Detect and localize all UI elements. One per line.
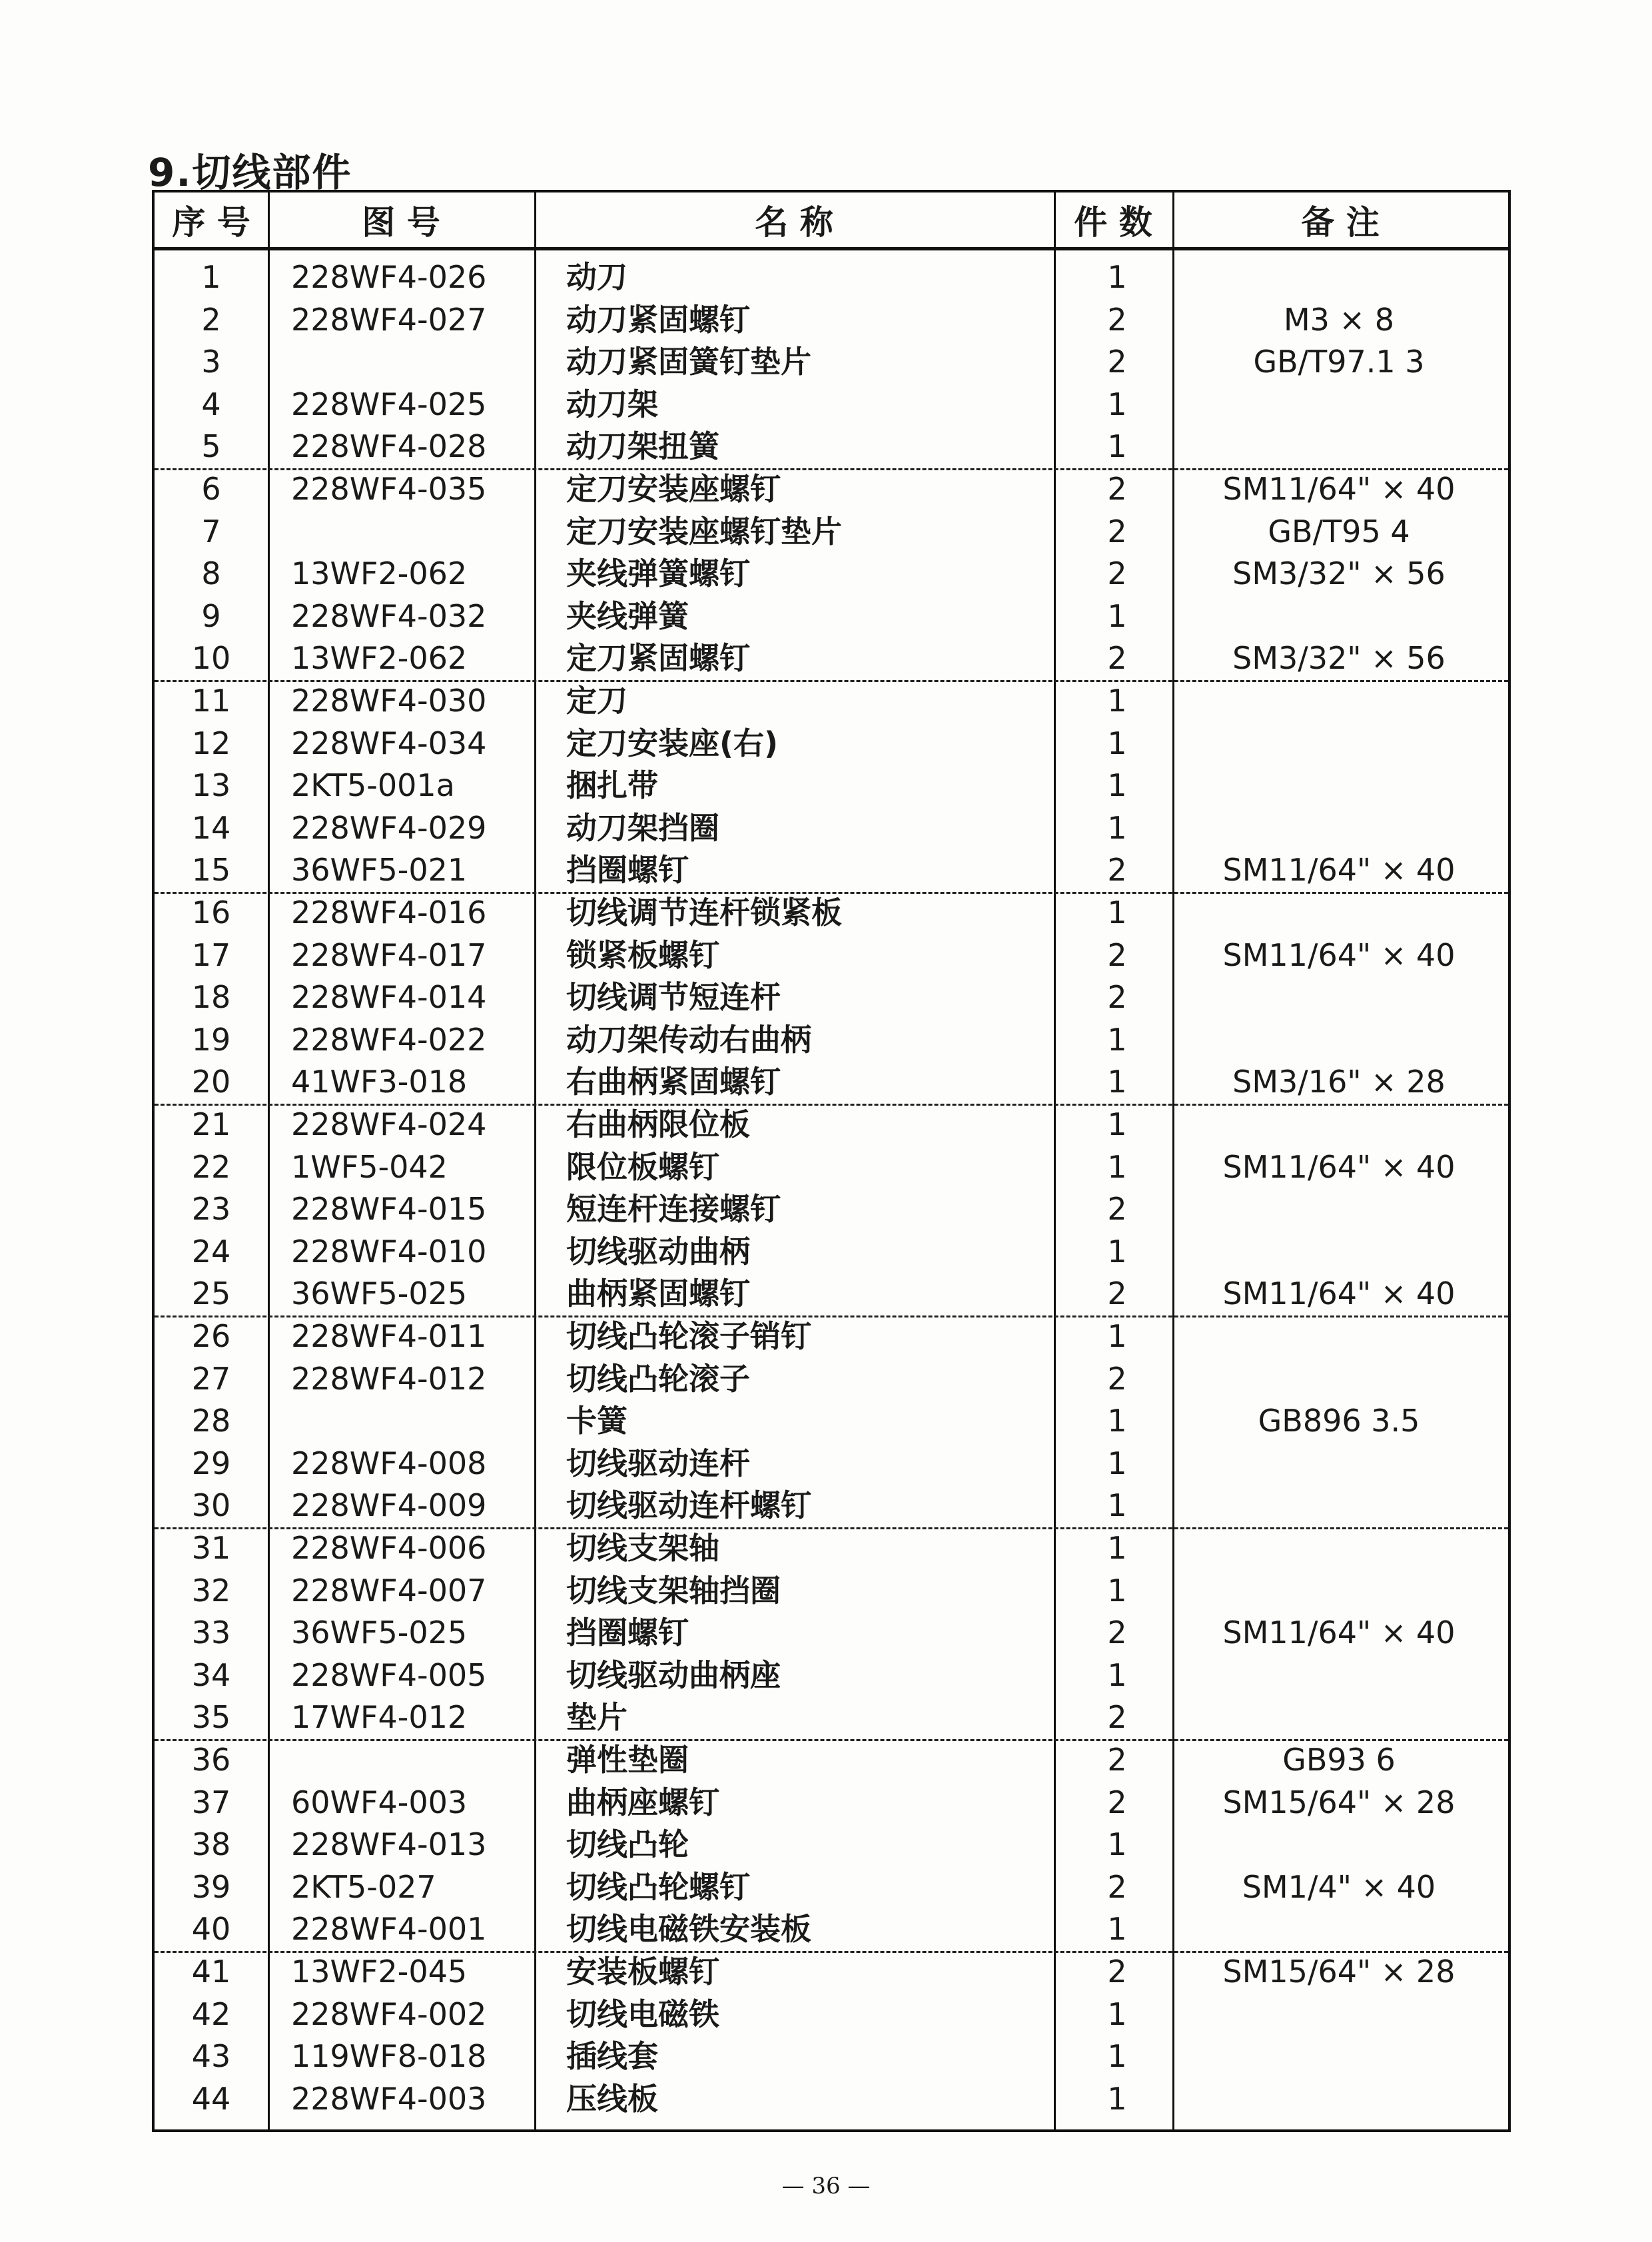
remark: SM3/32" × 56 — [1232, 640, 1446, 677]
quantity: 1 — [1107, 2080, 1127, 2117]
table-row — [155, 1570, 1508, 1613]
quantity: 2 — [1107, 1699, 1127, 1736]
header-quantity: 件 数 — [1074, 203, 1152, 242]
part-name: 曲柄座螺钉 — [566, 1784, 719, 1820]
quantity: 1 — [1107, 597, 1127, 634]
remark: SM15/64" × 28 — [1222, 1784, 1455, 1820]
table-row — [155, 384, 1508, 426]
table-row — [155, 1104, 1508, 1146]
part-number: 36WF5-025 — [291, 1276, 468, 1312]
part-name: 垫片 — [566, 1699, 627, 1736]
row-number: 22 — [191, 1148, 231, 1185]
quantity: 1 — [1107, 1826, 1127, 1863]
part-name: 切线驱动曲柄 — [566, 1233, 750, 1270]
part-number: 36WF5-025 — [291, 1615, 468, 1651]
remark: SM11/64" × 40 — [1222, 852, 1455, 889]
part-number: 228WF4-034 — [291, 725, 487, 761]
row-number: 16 — [191, 895, 231, 931]
part-name: 切线凸轮螺钉 — [566, 1868, 750, 1905]
table-row — [155, 1188, 1508, 1231]
row-number: 3 — [201, 344, 221, 380]
part-name: 切线凸轮滚子 — [566, 1360, 750, 1397]
part-name: 夹线弹簧螺钉 — [566, 556, 750, 592]
quantity: 1 — [1107, 1572, 1127, 1609]
row-number: 37 — [191, 1784, 231, 1820]
table-row — [155, 934, 1508, 977]
part-name: 定刀安装座(右) — [566, 725, 779, 761]
part-name: 切线电磁铁安装板 — [566, 1911, 811, 1948]
part-number: 228WF4-003 — [291, 2080, 487, 2117]
row-number: 43 — [191, 2038, 231, 2075]
part-number: 119WF8-018 — [291, 2038, 487, 2075]
part-number: 228WF4-009 — [291, 1487, 487, 1524]
part-number: 36WF5-021 — [291, 852, 468, 889]
part-name: 定刀安装座螺钉垫片 — [566, 513, 842, 550]
row-number: 14 — [191, 809, 231, 846]
part-name: 限位板螺钉 — [566, 1148, 719, 1185]
table-row — [155, 2078, 1508, 2121]
row-number: 23 — [191, 1191, 231, 1228]
table-row — [155, 595, 1508, 638]
row-number: 25 — [191, 1276, 231, 1312]
row-number: 41 — [191, 1954, 231, 1990]
part-name: 动刀架传动右曲柄 — [566, 1021, 811, 1058]
row-number: 7 — [201, 513, 221, 550]
part-name: 短连杆连接螺钉 — [566, 1191, 781, 1228]
quantity: 2 — [1107, 301, 1127, 338]
part-number: 228WF4-001 — [291, 1911, 487, 1948]
quantity: 2 — [1107, 852, 1127, 889]
quantity: 1 — [1107, 1996, 1127, 2032]
row-number: 40 — [191, 1911, 231, 1948]
row-number: 18 — [191, 979, 231, 1016]
row-number: 31 — [191, 1530, 231, 1566]
quantity: 1 — [1107, 1487, 1127, 1524]
table-row — [155, 1951, 1508, 1994]
table-row — [155, 1485, 1508, 1529]
row-number: 20 — [191, 1064, 231, 1100]
quantity: 1 — [1107, 428, 1127, 465]
row-number: 15 — [191, 852, 231, 889]
table-row — [155, 1994, 1508, 2036]
part-number: 17WF4-012 — [291, 1699, 468, 1736]
row-number: 9 — [201, 597, 221, 634]
quantity: 2 — [1107, 640, 1127, 677]
part-name: 定刀紧固螺钉 — [566, 640, 750, 677]
row-number: 4 — [201, 386, 221, 422]
part-name: 切线支架轴挡圈 — [566, 1572, 781, 1609]
row-number: 12 — [191, 725, 231, 761]
table-row — [155, 1824, 1508, 1866]
row-number: 26 — [191, 1318, 231, 1354]
row-number: 13 — [191, 767, 231, 804]
part-number: 13WF2-062 — [291, 640, 468, 677]
table-row — [155, 341, 1508, 384]
part-number: 2KT5-027 — [291, 1868, 436, 1905]
part-name: 锁紧板螺钉 — [566, 936, 719, 973]
header-no: 序 号 — [172, 203, 250, 242]
row-number: 39 — [191, 1868, 231, 1905]
table-row — [155, 1527, 1508, 1570]
part-number: 228WF4-015 — [291, 1191, 487, 1228]
part-name: 挡圈螺钉 — [566, 852, 689, 889]
quantity: 1 — [1107, 1233, 1127, 1270]
table-row — [155, 256, 1508, 299]
row-number: 30 — [191, 1487, 231, 1524]
part-number: 13WF2-045 — [291, 1954, 468, 1990]
part-number: 228WF4-027 — [291, 301, 487, 338]
remark: GB896 3.5 — [1258, 1403, 1420, 1439]
row-number: 32 — [191, 1572, 231, 1609]
quantity: 1 — [1107, 725, 1127, 761]
part-name: 切线驱动连杆 — [566, 1445, 750, 1481]
quantity: 2 — [1107, 344, 1127, 380]
row-number: 44 — [191, 2080, 231, 2117]
quantity: 1 — [1107, 1318, 1127, 1354]
table-row — [155, 976, 1508, 1019]
row-number: 33 — [191, 1615, 231, 1651]
part-name: 切线凸轮滚子销钉 — [566, 1318, 811, 1354]
quantity: 2 — [1107, 936, 1127, 973]
quantity: 1 — [1107, 2038, 1127, 2075]
part-number: 228WF4-028 — [291, 428, 487, 465]
part-number: 2KT5-001a — [291, 767, 455, 804]
part-number: 228WF4-010 — [291, 1233, 487, 1270]
row-number: 38 — [191, 1826, 231, 1863]
row-number: 17 — [191, 936, 231, 973]
quantity: 1 — [1107, 1148, 1127, 1185]
row-number: 19 — [191, 1021, 231, 1058]
table-row — [155, 1782, 1508, 1824]
table-row — [155, 892, 1508, 934]
quantity: 1 — [1107, 259, 1127, 295]
table-row — [155, 765, 1508, 807]
part-number: 228WF4-008 — [291, 1445, 487, 1481]
quantity: 2 — [1107, 1360, 1127, 1397]
quantity: 1 — [1107, 1403, 1127, 1439]
table-row — [155, 299, 1508, 342]
remark: SM3/32" × 56 — [1232, 556, 1446, 592]
quantity: 1 — [1107, 809, 1127, 846]
quantity: 2 — [1107, 1954, 1127, 1990]
part-name: 压线板 — [566, 2080, 658, 2117]
table-row — [155, 1612, 1508, 1655]
quantity: 1 — [1107, 767, 1127, 804]
quantity: 2 — [1107, 471, 1127, 507]
table-row — [155, 511, 1508, 554]
part-name: 动刀紧固簧钉垫片 — [566, 344, 811, 380]
quantity: 2 — [1107, 513, 1127, 550]
part-number: 228WF4-024 — [291, 1106, 487, 1142]
part-name: 动刀架挡圈 — [566, 809, 719, 846]
header-name: 名 称 — [755, 203, 833, 242]
part-name: 动刀架扭簧 — [566, 428, 719, 465]
table-row — [155, 1696, 1508, 1741]
part-number: 228WF4-029 — [291, 809, 487, 846]
quantity: 1 — [1107, 1021, 1127, 1058]
part-name: 定刀 — [566, 683, 627, 719]
part-name: 卡簧 — [566, 1403, 627, 1439]
part-number: 228WF4-032 — [291, 597, 487, 634]
quantity: 2 — [1107, 1868, 1127, 1905]
quantity: 2 — [1107, 979, 1127, 1016]
remark: GB/T97.1 3 — [1253, 344, 1425, 380]
part-name: 安装板螺钉 — [566, 1954, 719, 1990]
remark: SM3/16" × 28 — [1232, 1064, 1446, 1100]
remark: GB93 6 — [1282, 1742, 1396, 1778]
page-number: — 36 — — [781, 2173, 871, 2199]
quantity: 1 — [1107, 895, 1127, 931]
quantity: 2 — [1107, 1615, 1127, 1651]
row-number: 10 — [191, 640, 231, 677]
quantity: 2 — [1107, 1784, 1127, 1820]
part-name: 挡圈螺钉 — [566, 1615, 689, 1651]
table-row — [155, 553, 1508, 595]
row-number: 36 — [191, 1742, 231, 1778]
part-number: 228WF4-006 — [291, 1530, 487, 1566]
table-row — [155, 1358, 1508, 1401]
table-row — [155, 1231, 1508, 1274]
quantity: 1 — [1107, 386, 1127, 422]
row-number: 28 — [191, 1403, 231, 1439]
remark: SM11/64" × 40 — [1222, 1148, 1455, 1185]
quantity: 1 — [1107, 1657, 1127, 1693]
table-row — [155, 849, 1508, 894]
part-name: 切线电磁铁 — [566, 1996, 719, 2032]
part-number: 41WF3-018 — [291, 1064, 468, 1100]
table-row — [155, 1866, 1508, 1909]
part-name: 切线调节短连杆 — [566, 979, 781, 1016]
table-row — [155, 1019, 1508, 1062]
quantity: 1 — [1107, 683, 1127, 719]
table-row — [155, 426, 1508, 470]
table-row — [155, 723, 1508, 765]
table-row — [155, 680, 1508, 723]
part-name: 切线调节连杆锁紧板 — [566, 895, 842, 931]
quantity: 1 — [1107, 1911, 1127, 1948]
table-row — [155, 1273, 1508, 1317]
row-number: 35 — [191, 1699, 231, 1736]
part-number: 228WF4-030 — [291, 683, 487, 719]
table-row — [155, 1400, 1508, 1443]
header-remark: 备 注 — [1301, 203, 1380, 242]
row-number: 2 — [201, 301, 221, 338]
row-number: 24 — [191, 1233, 231, 1270]
remark: GB/T95 4 — [1268, 513, 1410, 550]
parts-table — [152, 190, 1511, 2132]
table-row — [155, 1315, 1508, 1358]
part-number: 228WF4-002 — [291, 1996, 487, 2032]
part-name: 捆扎带 — [566, 767, 658, 804]
part-number: 228WF4-026 — [291, 259, 487, 295]
row-number: 8 — [201, 556, 221, 592]
table-row — [155, 1739, 1508, 1782]
remark: SM1/4" × 40 — [1242, 1868, 1436, 1905]
table-row — [155, 2036, 1508, 2078]
row-number: 6 — [201, 471, 221, 507]
part-number: 13WF2-062 — [291, 556, 468, 592]
row-number: 1 — [201, 259, 221, 295]
part-name: 动刀紧固螺钉 — [566, 301, 750, 338]
remark: SM15/64" × 28 — [1222, 1954, 1455, 1990]
quantity: 1 — [1107, 1064, 1127, 1100]
header-divider — [155, 247, 1508, 250]
quantity: 1 — [1107, 1530, 1127, 1566]
part-name: 切线支架轴 — [566, 1530, 719, 1566]
part-number: 228WF4-013 — [291, 1826, 487, 1863]
part-name: 切线凸轮 — [566, 1826, 689, 1863]
quantity: 2 — [1107, 556, 1127, 592]
part-number: 228WF4-035 — [291, 471, 487, 507]
row-number: 34 — [191, 1657, 231, 1693]
part-number: 60WF4-003 — [291, 1784, 468, 1820]
table-row — [155, 1146, 1508, 1189]
part-name: 切线驱动曲柄座 — [566, 1657, 781, 1693]
table-row — [155, 468, 1508, 511]
remark: SM11/64" × 40 — [1222, 1276, 1455, 1312]
row-number: 27 — [191, 1360, 231, 1397]
part-number: 228WF4-007 — [291, 1572, 487, 1609]
part-number: 228WF4-025 — [291, 386, 487, 422]
part-name: 动刀 — [566, 259, 627, 295]
remark: SM11/64" × 40 — [1222, 936, 1455, 973]
table-row — [155, 1908, 1508, 1953]
quantity: 2 — [1107, 1191, 1127, 1228]
part-number: 1WF5-042 — [291, 1148, 448, 1185]
remark: SM11/64" × 40 — [1222, 1615, 1455, 1651]
quantity: 1 — [1107, 1106, 1127, 1142]
part-number: 228WF4-022 — [291, 1021, 487, 1058]
part-number: 228WF4-005 — [291, 1657, 487, 1693]
table-row — [155, 1655, 1508, 1697]
part-name: 曲柄紧固螺钉 — [566, 1276, 750, 1312]
quantity: 2 — [1107, 1742, 1127, 1778]
part-number: 228WF4-017 — [291, 936, 487, 973]
row-number: 5 — [201, 428, 221, 465]
row-number: 42 — [191, 1996, 231, 2032]
row-number: 21 — [191, 1106, 231, 1142]
section-title: 9.切线部件 — [148, 150, 352, 195]
table-row — [155, 1443, 1508, 1485]
part-name: 右曲柄限位板 — [566, 1106, 750, 1142]
part-name: 动刀架 — [566, 386, 658, 422]
part-name: 插线套 — [566, 2038, 658, 2075]
table-row — [155, 637, 1508, 682]
table-row — [155, 1061, 1508, 1106]
part-number: 228WF4-011 — [291, 1318, 487, 1354]
part-name: 弹性垫圈 — [566, 1742, 689, 1778]
header-part-number: 图 号 — [362, 203, 440, 242]
remark: SM11/64" × 40 — [1222, 471, 1455, 507]
remark: M3 × 8 — [1283, 301, 1394, 338]
part-name: 夹线弹簧 — [566, 597, 689, 634]
part-number: 228WF4-012 — [291, 1360, 487, 1397]
quantity: 1 — [1107, 1445, 1127, 1481]
row-number: 29 — [191, 1445, 231, 1481]
part-name: 右曲柄紧固螺钉 — [566, 1064, 781, 1100]
row-number: 11 — [191, 683, 231, 719]
part-name: 定刀安装座螺钉 — [566, 471, 781, 507]
part-number: 228WF4-016 — [291, 895, 487, 931]
table-row — [155, 807, 1508, 850]
part-name: 切线驱动连杆螺钉 — [566, 1487, 811, 1524]
part-number: 228WF4-014 — [291, 979, 487, 1016]
quantity: 2 — [1107, 1276, 1127, 1312]
